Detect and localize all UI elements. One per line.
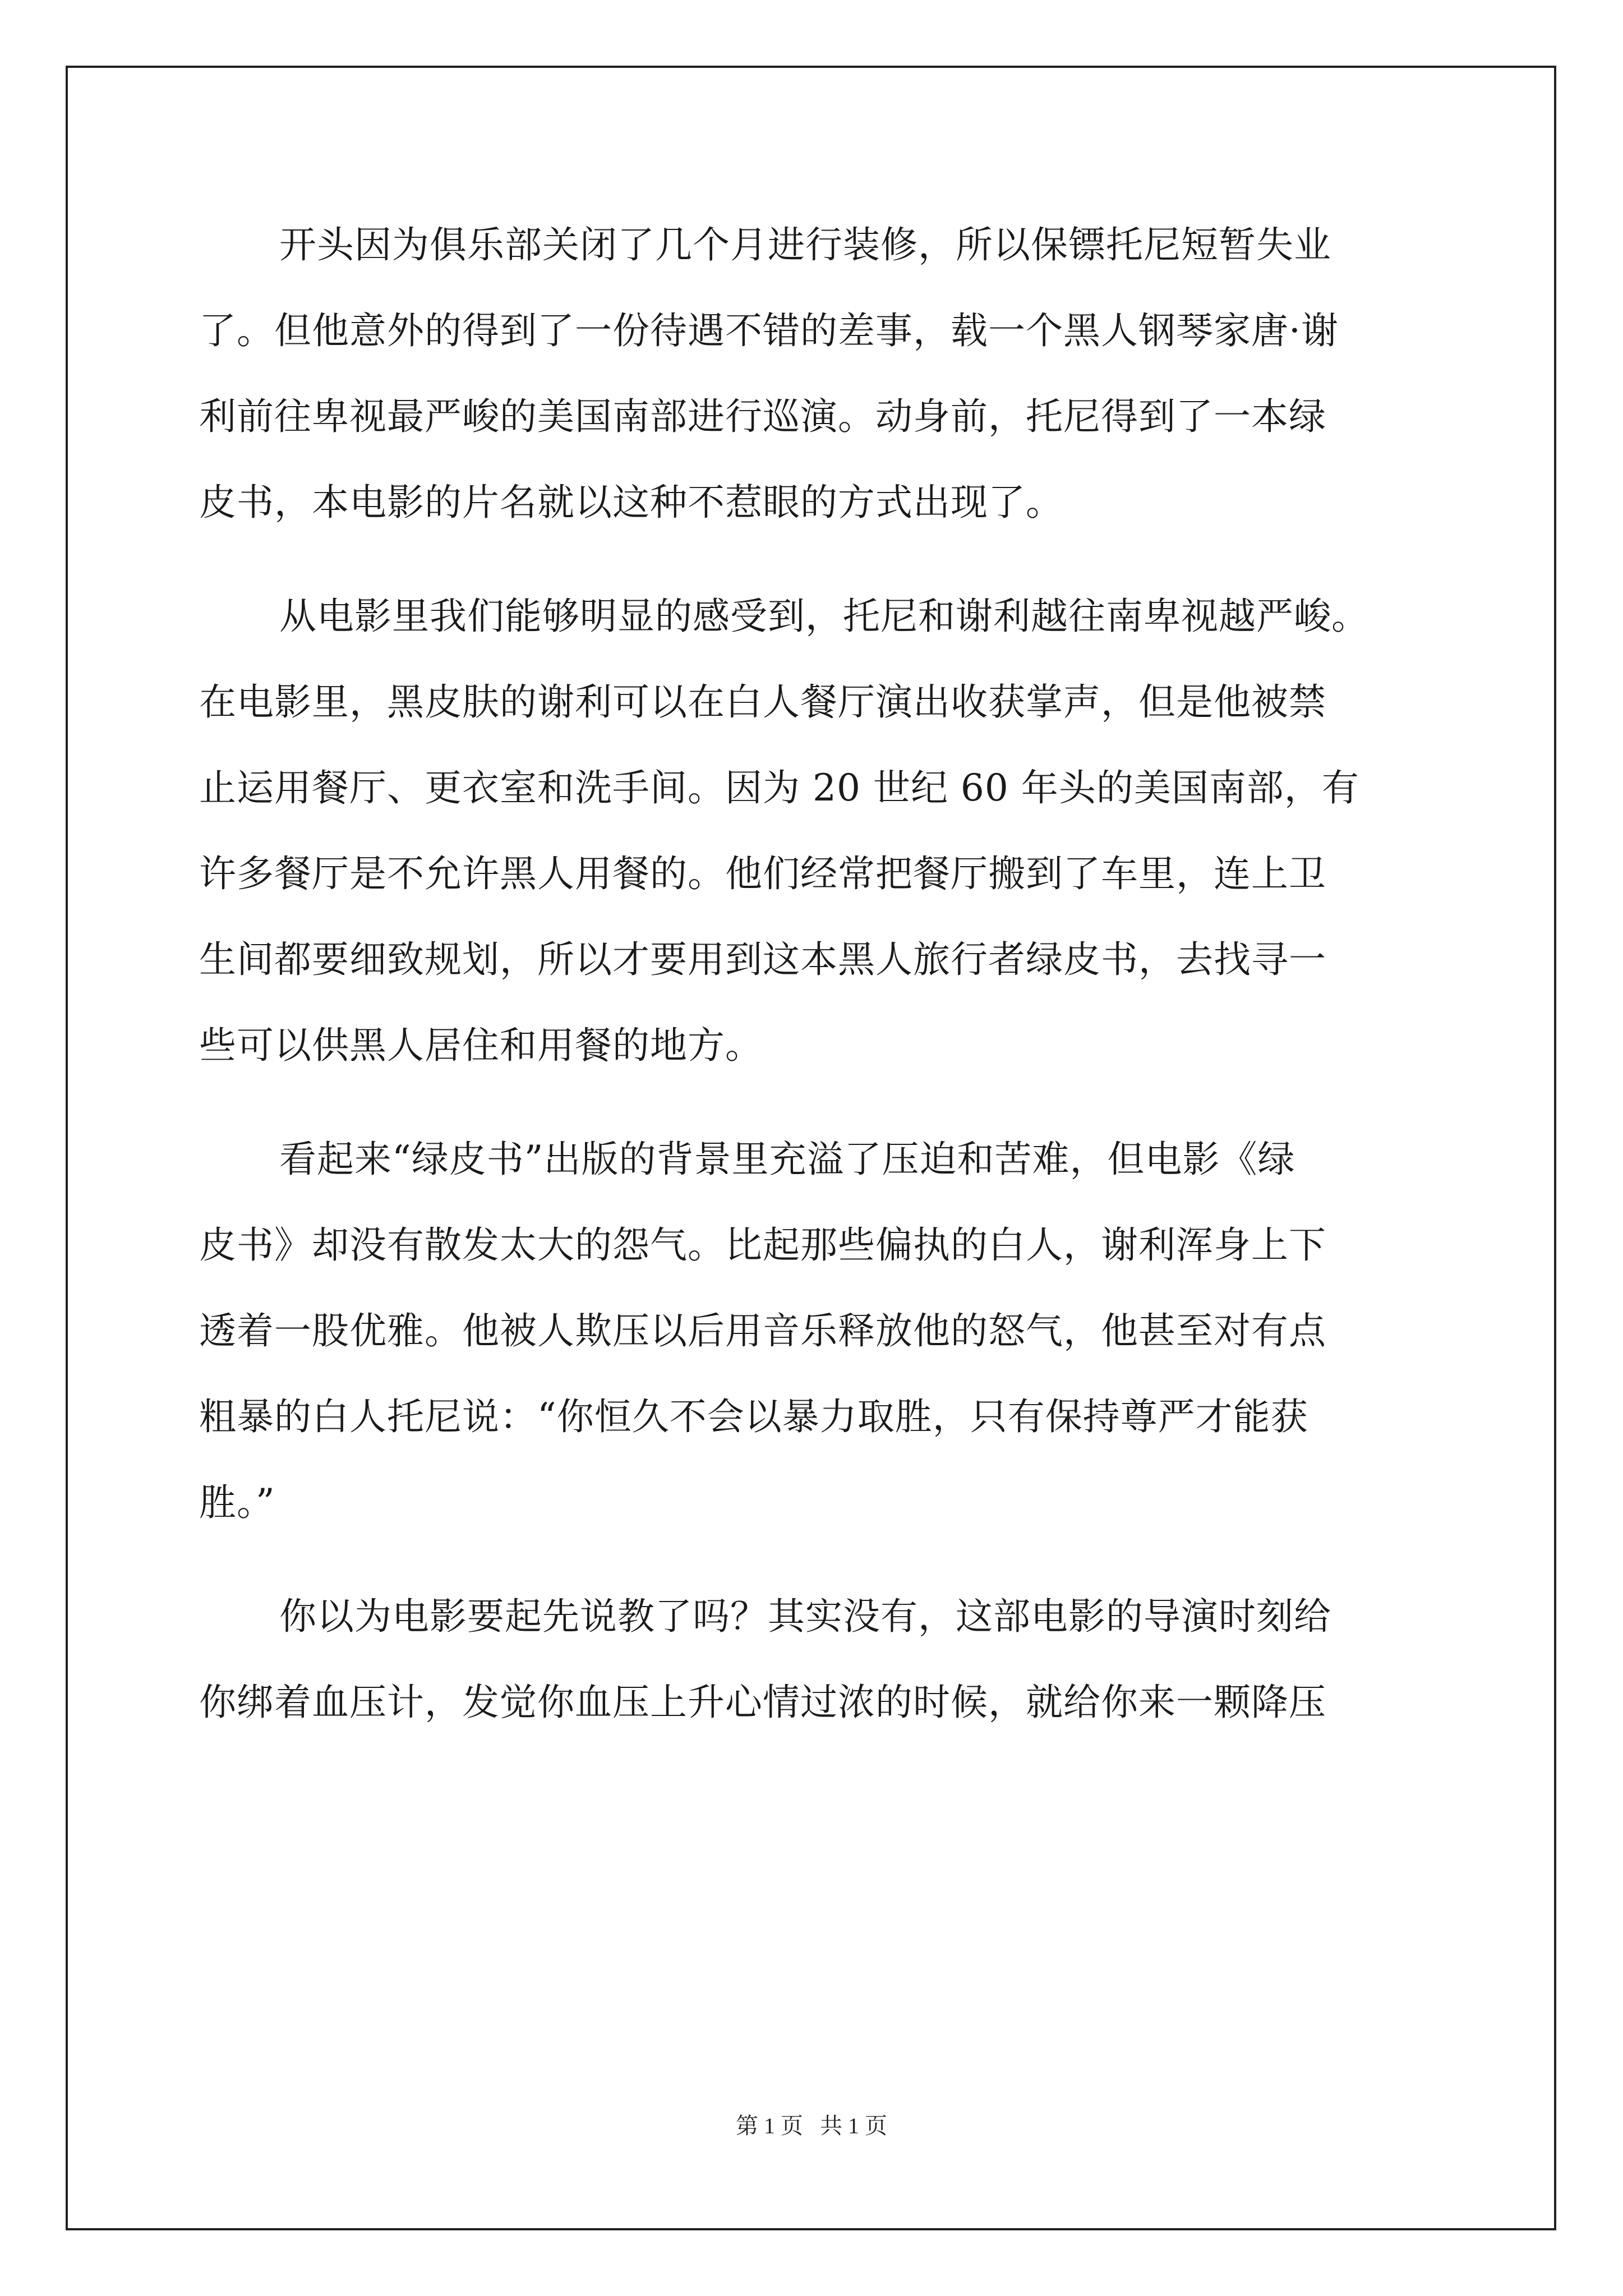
paragraph (199, 202, 1433, 545)
paragraph (199, 1116, 1433, 1545)
text-line: 生间都要细致规划，所以才要用到这本黑人旅行者绿皮书，去找寻一 (199, 938, 1326, 981)
text-line: 透着一股优雅。他被人欺压以后用音乐释放他的怒气，他甚至对有点 (199, 1309, 1326, 1352)
page-number: 第 1 页 (736, 2113, 803, 2138)
text-line: 许多餐厅是不允许黑人用餐的。他们经常把餐厅搬到了车里，连上卫 (199, 852, 1326, 895)
paragraph (199, 1573, 1433, 1745)
page-total: 共 1 页 (820, 2113, 887, 2138)
text-line: 些可以供黑人居住和用餐的地方。 (199, 1024, 763, 1067)
text-line: 从电影里我们能够明显的感受到，托尼和谢利越往南卑视越严峻。 (279, 595, 1369, 638)
text-line: 你以为电影要起先说教了吗？其实没有，这部电影的导演时刻给 (279, 1595, 1331, 1638)
text-line: 了。但他意外的得到了一份待遇不错的差事，载一个黑人钢琴家唐·谢 (199, 309, 1339, 352)
text-line: 止运用餐厅、更衣室和洗手间。因为 20 世纪 60 年头的美国南部，有 (199, 766, 1359, 809)
text-line: 看起来“绿皮书”出版的背景里充溢了压迫和苦难，但电影《绿 (279, 1138, 1295, 1181)
paragraph (199, 573, 1433, 1088)
text-line: 开头因为俱乐部关闭了几个月进行装修，所以保镖托尼短暂失业 (279, 223, 1331, 266)
text-line: 皮书》却没有散发太大的怨气。比起那些偏执的白人，谢利浑身上下 (199, 1223, 1326, 1267)
text-line: 利前往卑视最严峻的美国南部进行巡演。动身前，托尼得到了一本绿 (199, 395, 1326, 438)
document-body (199, 202, 1433, 1745)
text-line: 在电影里，黑皮肤的谢利可以在白人餐厅演出收获掌声，但是他被禁 (199, 680, 1326, 724)
text-line: 皮书，本电影的片名就以这种不惹眼的方式出现了。 (199, 481, 1063, 524)
page-footer (0, 2108, 1623, 2140)
text-line: 粗暴的白人托尼说：“你恒久不会以暴力取胜，只有保持尊严才能获 (199, 1395, 1308, 1438)
text-line: 胜。” (199, 1481, 275, 1524)
text-line: 你绑着血压计，发觉你血压上升心情过浓的时候，就给你来一颗降压 (199, 1681, 1326, 1724)
